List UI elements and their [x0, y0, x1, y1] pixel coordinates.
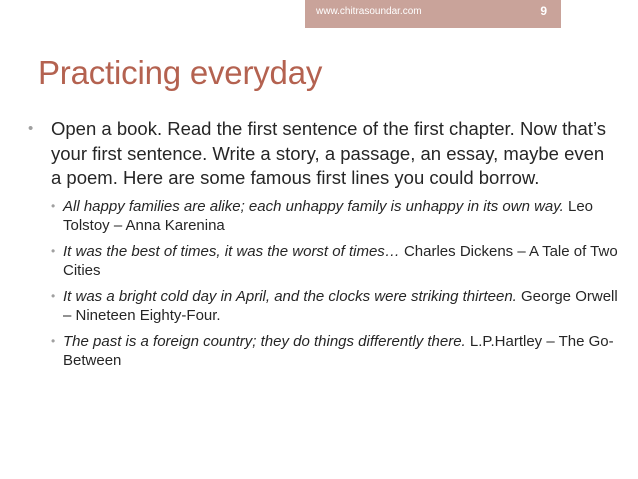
- slide-number: 9: [540, 4, 547, 18]
- first-lines-list: [28, 197, 618, 370]
- attribution-text: George Orwell – Nineteen Eighty-Four.: [63, 287, 618, 324]
- bullet-icon: •: [51, 333, 56, 348]
- attribution-text: L.P.Hartley – The Go-Between: [63, 332, 614, 369]
- header-bar: [305, 0, 561, 28]
- quote-text: It was the best of times, it was the worst of times…: [63, 242, 400, 260]
- quote-text: All happy families are alike; each unhappy family is unhappy in its own way.: [63, 197, 564, 215]
- slide-content: [28, 117, 618, 377]
- main-bullet-text: Open a book. Read the first sentence of the first chapter. Now that’s your first sentence. Write a story, a passage, an essay, maybe even a poem. Here are some famous first lines you could borrow.: [51, 118, 606, 188]
- attribution-text: Leo Tolstoy – Anna Karenina: [63, 197, 594, 234]
- list-item: [51, 332, 618, 370]
- bullet-icon: •: [51, 198, 56, 213]
- header-url: www.chitrasoundar.com: [316, 6, 422, 17]
- list-item: [51, 242, 618, 280]
- slide-title: Practicing everyday: [38, 54, 323, 91]
- quote-text: The past is a foreign country; they do things differently there.: [63, 332, 466, 350]
- attribution-text: Charles Dickens – A Tale of Two Cities: [63, 242, 618, 279]
- list-item: [51, 197, 618, 235]
- quote-text: It was a bright cold day in April, and the clocks were striking thirteen.: [63, 287, 517, 305]
- bullet-icon: •: [28, 120, 34, 137]
- main-bullet: [28, 117, 618, 191]
- bullet-icon: •: [51, 288, 56, 303]
- bullet-icon: •: [51, 243, 56, 258]
- list-item: [51, 287, 618, 325]
